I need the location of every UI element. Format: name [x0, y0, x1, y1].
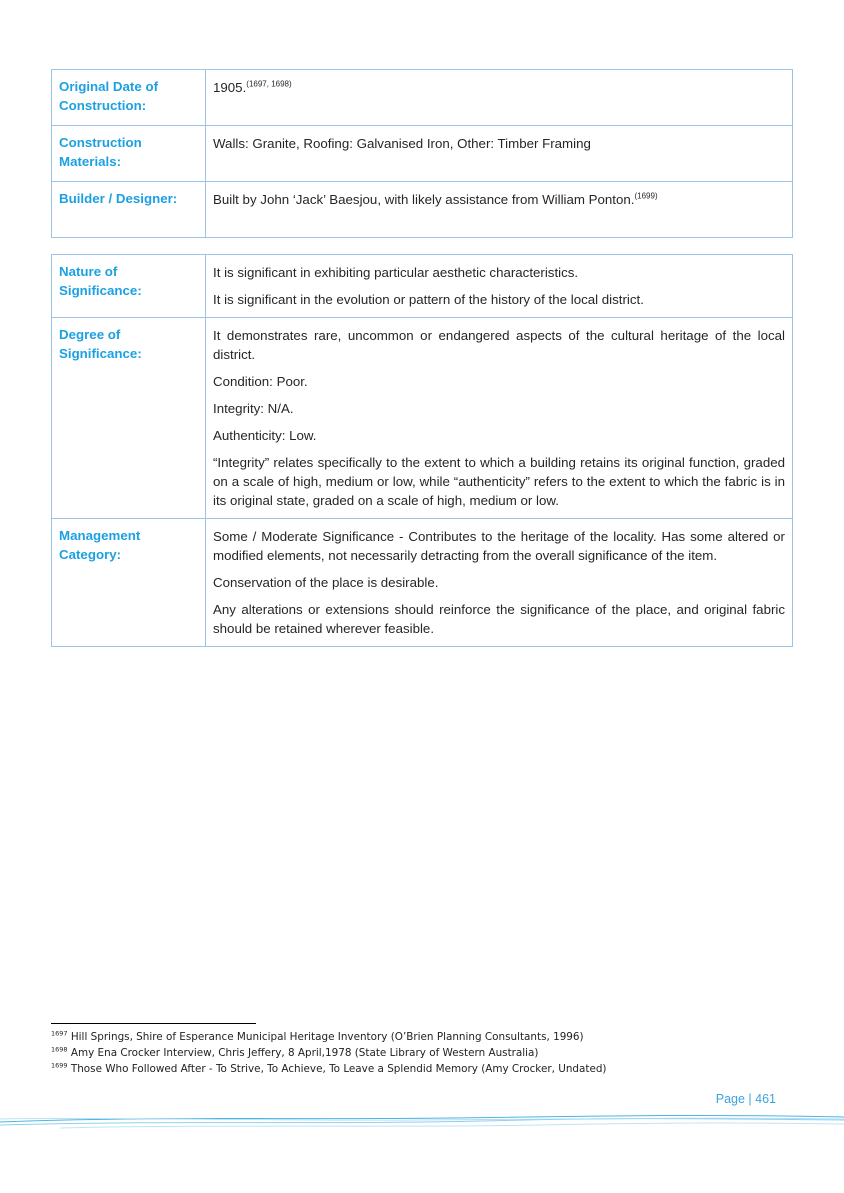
table-row [52, 318, 793, 519]
integrity-text: Integrity: N/A. [213, 401, 294, 416]
table-row [52, 182, 793, 238]
row-value [206, 182, 793, 238]
row-value [206, 318, 793, 519]
footnote-text: Hill Springs, Shire of Esperance Municipal Heritage Inventory (O’Brien Planning Consultants, 1996) [70, 1031, 584, 1043]
builder-designer: Built by John ‘Jack’ Baesjou, with likely assistance from William Ponton. [213, 192, 635, 207]
footnote-text: Those Who Followed After - To Strive, To Achieve, To Leave a Splendid Memory (Amy Crocker, Undated) [70, 1063, 607, 1075]
row-label: Construction Materials: [52, 126, 206, 182]
footnote [51, 1047, 538, 1059]
footnote [51, 1031, 584, 1043]
condition-text: Condition: Poor. [213, 374, 308, 389]
paragraph: “Integrity” relates specifically to the extent to which a building retains its original function, graded on a scale of high, medium or low, while “authenticity” refers to the extent to which the fabric is in its original state, graded on a scale of high, medium or low. [213, 455, 785, 508]
footnote-divider [51, 1023, 256, 1024]
authenticity-text: Authenticity: Low. [213, 428, 317, 443]
paragraph: It is significant in exhibiting particular aesthetic characteristics. [213, 265, 579, 280]
footnote-number: 1697 [51, 1029, 68, 1038]
footnote-number: 1699 [51, 1061, 68, 1070]
footnote-number: 1698 [51, 1045, 68, 1054]
construction-details-table [51, 69, 793, 238]
significance-table [51, 254, 793, 647]
row-value [206, 519, 793, 647]
row-label: Nature of Significance: [52, 255, 206, 318]
footnote-text: Amy Ena Crocker Interview, Chris Jeffery, 8 April,1978 (State Library of Western Australia) [70, 1047, 539, 1059]
page-number: Page | 461 [715, 1092, 776, 1106]
row-label: Original Date of Construction: [52, 70, 206, 126]
construction-date: 1905. [213, 80, 247, 95]
paragraph: Any alterations or extensions should reinforce the significance of the place, and original fabric should be retained wherever feasible. [213, 602, 785, 636]
table-row [52, 255, 793, 318]
table-row [52, 70, 793, 126]
footnote [51, 1063, 606, 1075]
wave-decoration [0, 1108, 844, 1138]
table-row [52, 519, 793, 647]
row-label: Degree of Significance: [52, 318, 206, 519]
row-label: Builder / Designer: [52, 182, 206, 238]
paragraph: It demonstrates rare, uncommon or endangered aspects of the cultural heritage of the local district. [213, 328, 785, 362]
paragraph: It is significant in the evolution or pattern of the history of the local district. [213, 292, 644, 307]
row-value [206, 255, 793, 318]
footnote-ref: (1699) [634, 191, 658, 201]
row-label: Management Category: [52, 519, 206, 647]
paragraph: Some / Moderate Significance - Contributes to the heritage of the locality. Has some altered or modified elements, not necessarily detracting from the overall significance of the item. [213, 529, 785, 563]
footnote-ref: (1697, 1698) [246, 79, 292, 89]
construction-materials: Walls: Granite, Roofing: Galvanised Iron, Other: Timber Framing [206, 126, 793, 182]
paragraph: Conservation of the place is desirable. [213, 575, 439, 590]
table-row [52, 126, 793, 182]
row-value [206, 70, 793, 126]
